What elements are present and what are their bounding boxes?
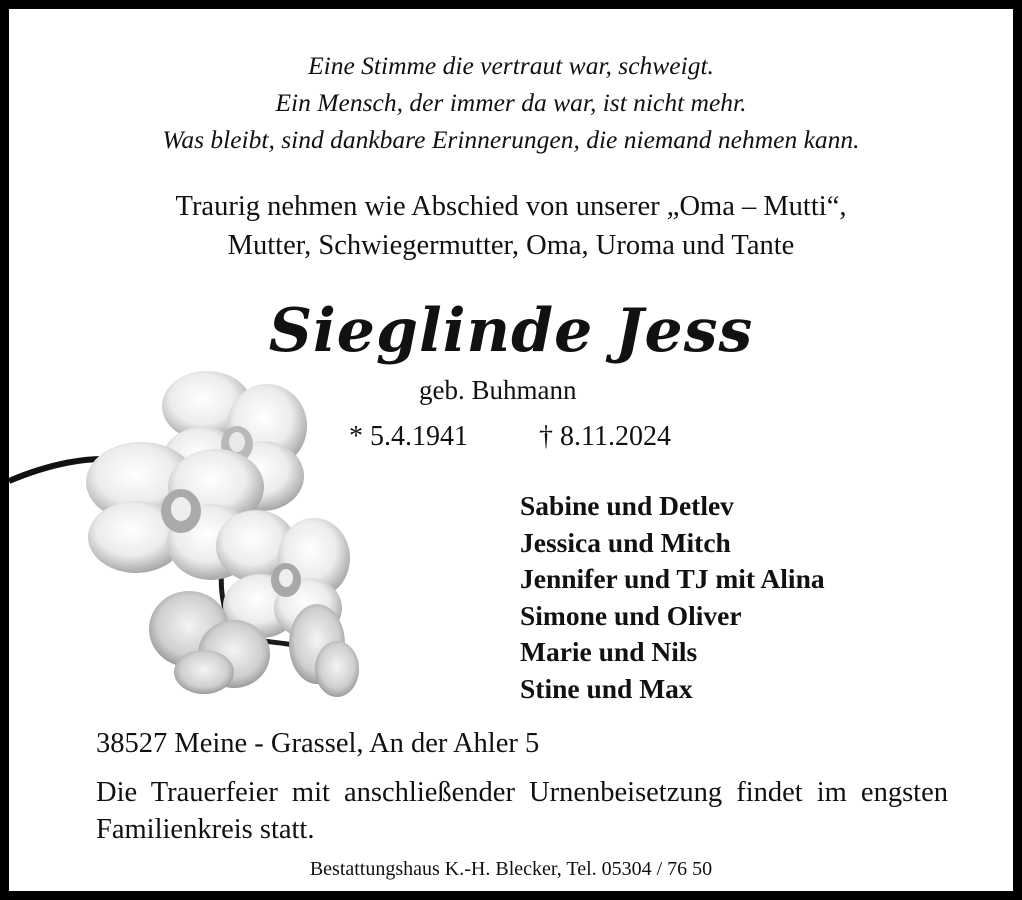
service-note: Die Trauerfeier mit anschließender Urnenbeisetzung findet im engsten Familienkreis statt.	[96, 777, 948, 845]
intro-line: Traurig nehmen wie Abschied von unserer „Oma – Mutti“,	[175, 191, 847, 222]
poem	[9, 47, 1013, 158]
deceased-name: Sieglinde Jess	[268, 296, 754, 366]
funeral-home: Bestattungshaus K.-H. Blecker, Tel. 05304 / 76 50	[309, 858, 713, 880]
intro-text	[9, 187, 1013, 265]
address: 38527 Meine - Grassel, An der Ahler 5	[96, 728, 540, 759]
born-name: geb. Buhmann	[419, 375, 577, 405]
family-member: Sabine und Detlev	[520, 490, 734, 521]
poem-line: Ein Mensch, der immer da war, ist nicht mehr.	[275, 88, 747, 117]
orchid-image	[9, 364, 389, 704]
family-member: Jessica und Mitch	[520, 526, 731, 558]
family-member: Marie und Nils	[520, 636, 698, 667]
family-list	[520, 488, 825, 707]
family-member: Jennifer und TJ mit Alina	[520, 563, 825, 594]
poem-line: Eine Stimme die vertraut war, schweigt.	[308, 51, 714, 80]
death-date: † 8.11.2024	[539, 421, 671, 452]
intro-line: Mutter, Schwiegermutter, Oma, Uroma und Tante	[227, 230, 795, 261]
family-member: Simone und Oliver	[520, 599, 742, 631]
birth-date: * 5.4.1941	[349, 421, 468, 452]
family-member: Stine und Max	[520, 672, 693, 704]
poem-line: Was bleibt, sind dankbare Erinnerungen, die niemand nehmen kann.	[162, 125, 860, 154]
